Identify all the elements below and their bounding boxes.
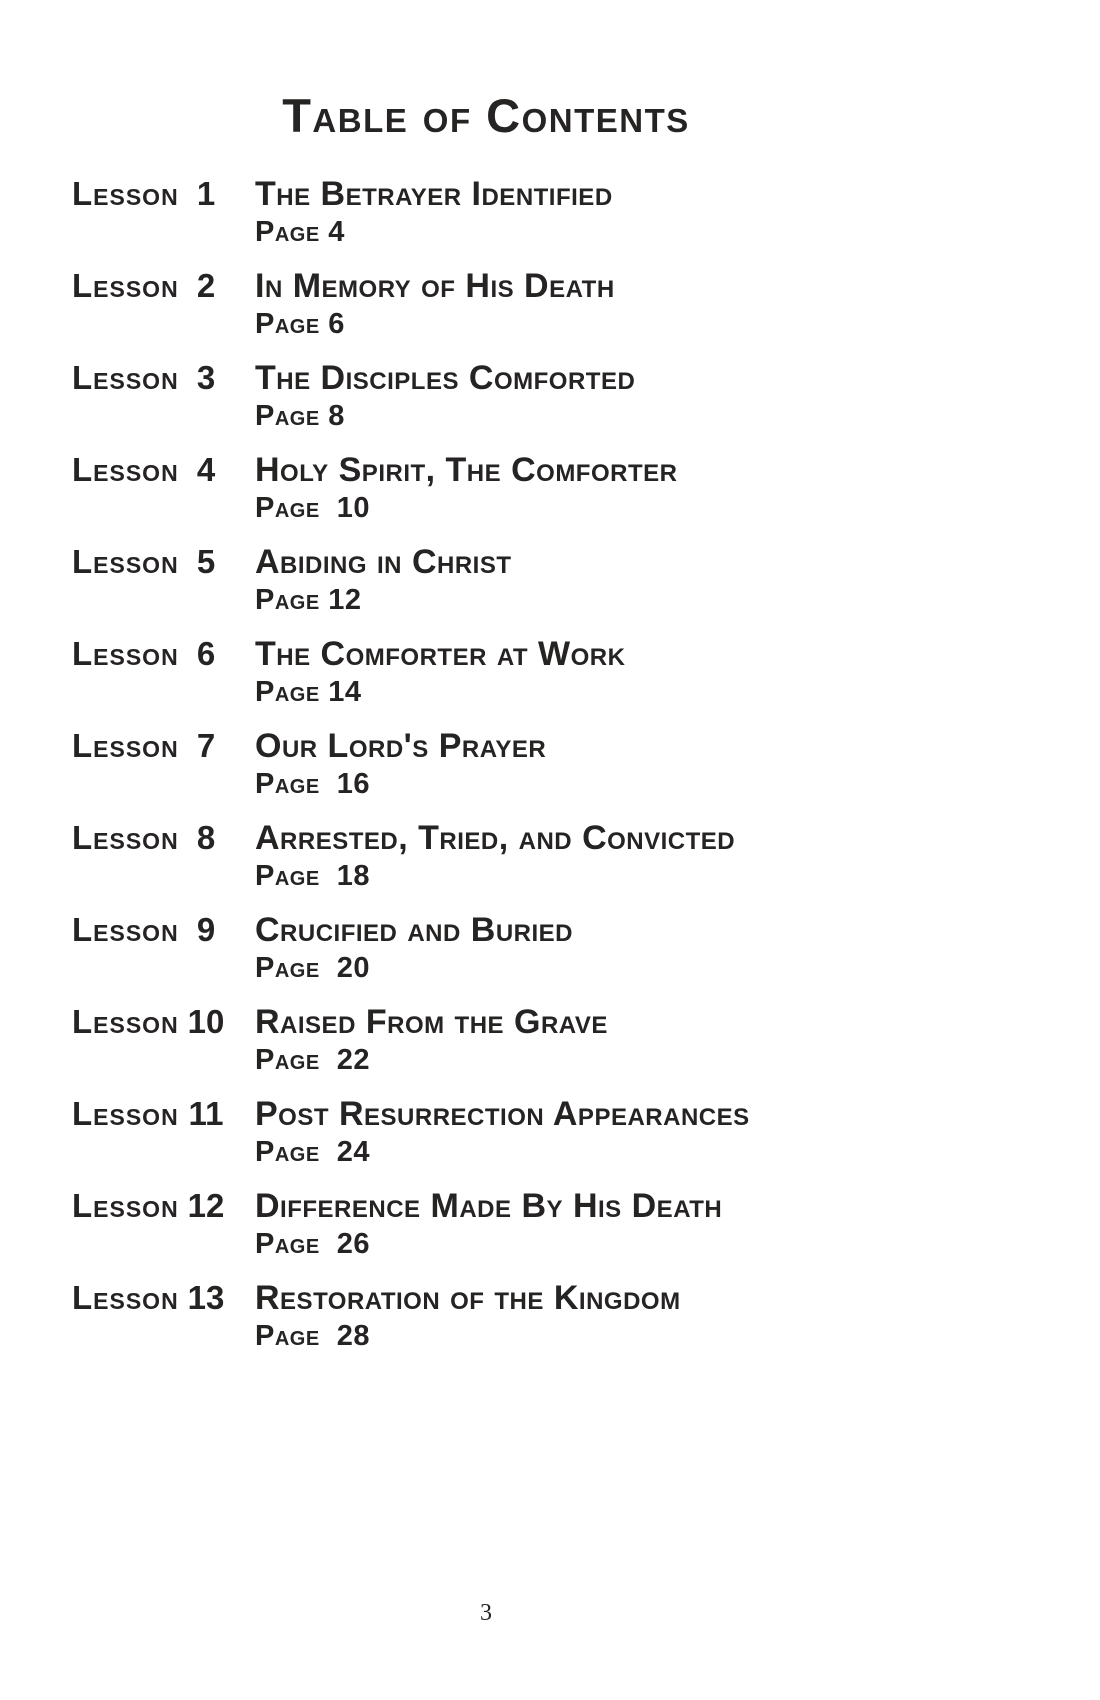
- lesson-page-reference: Page 22: [255, 1043, 371, 1076]
- lesson-page-reference: Page 10: [255, 491, 371, 524]
- lesson-number: 10: [187, 1002, 225, 1040]
- lesson-title: Post Resurrection Appearances: [255, 1094, 750, 1133]
- toc-content: [72, 0, 900, 1370]
- lesson-number: 13: [187, 1278, 225, 1316]
- lesson-label: Lesson: [72, 910, 179, 948]
- lesson-page-reference: Page 12: [255, 583, 362, 616]
- toc-entry: [72, 358, 900, 433]
- toc-list: [72, 174, 900, 1353]
- lesson-label: Lesson: [72, 266, 179, 304]
- lesson-title: In Memory of His Death: [255, 266, 615, 305]
- lesson-label: Lesson: [72, 726, 179, 764]
- lesson-title: Crucified and Buried: [255, 910, 573, 949]
- lesson-page-reference: Page 20: [255, 951, 371, 984]
- toc-entry: [72, 726, 900, 801]
- toc-entry: [72, 1094, 900, 1169]
- lesson-label: Lesson: [72, 174, 179, 212]
- lesson-title: Raised From the Grave: [255, 1002, 608, 1041]
- lesson-page-reference: Page 18: [255, 859, 371, 892]
- toc-entry: [72, 818, 900, 893]
- lesson-label: Lesson: [72, 1094, 179, 1132]
- lesson-title: Arrested, Tried, and Convicted: [255, 818, 736, 857]
- lesson-label: Lesson: [72, 358, 179, 396]
- lesson-title: The Betrayer Identified: [255, 174, 613, 213]
- lesson-page-reference: Page 16: [255, 767, 371, 800]
- toc-entry: [72, 910, 900, 985]
- toc-entry: [72, 266, 900, 341]
- page-title: Table of Contents: [282, 89, 690, 142]
- lesson-page-reference: Page 28: [255, 1319, 371, 1352]
- lesson-title: The Disciples Comforted: [255, 358, 636, 397]
- lesson-title: Restoration of the Kingdom: [255, 1278, 681, 1317]
- lesson-number: 8: [196, 818, 216, 856]
- toc-entry: [72, 1186, 900, 1261]
- lesson-number: 12: [187, 1186, 225, 1224]
- lesson-number: 4: [196, 450, 216, 488]
- lesson-title: Our Lord's Prayer: [255, 726, 547, 765]
- lesson-number: 1: [196, 174, 216, 212]
- lesson-label: Lesson: [72, 634, 179, 672]
- folio-page-number: 3: [480, 1600, 492, 1626]
- lesson-title: The Comforter at Work: [255, 634, 626, 673]
- lesson-title: Holy Spirit, The Comforter: [255, 450, 678, 489]
- toc-entry: [72, 450, 900, 525]
- lesson-title: Abiding in Christ: [255, 542, 512, 581]
- lesson-number: 11: [188, 1094, 224, 1132]
- lesson-number: 6: [196, 634, 216, 672]
- lesson-label: Lesson: [72, 542, 179, 580]
- lesson-number: 9: [196, 910, 216, 948]
- lesson-page-reference: Page 8: [255, 399, 345, 432]
- lesson-title: Difference Made By His Death: [255, 1186, 723, 1225]
- lesson-number: 3: [196, 358, 216, 396]
- toc-entry: [72, 1278, 900, 1353]
- lesson-label: Lesson: [72, 450, 179, 488]
- toc-entry: [72, 634, 900, 709]
- toc-entry: [72, 1002, 900, 1077]
- lesson-number: 7: [196, 726, 216, 764]
- lesson-page-reference: Page 6: [255, 307, 345, 340]
- lesson-number: 5: [196, 542, 216, 580]
- lesson-label: Lesson: [72, 1186, 179, 1224]
- lesson-number: 2: [196, 266, 216, 304]
- lesson-page-reference: Page 14: [255, 675, 362, 708]
- lesson-page-reference: Page 26: [255, 1227, 371, 1260]
- lesson-label: Lesson: [72, 1278, 179, 1316]
- lesson-page-reference: Page 4: [255, 215, 345, 248]
- toc-entry: [72, 174, 900, 249]
- toc-entry: [72, 542, 900, 617]
- lesson-label: Lesson: [72, 1002, 179, 1040]
- lesson-page-reference: Page 24: [255, 1135, 371, 1168]
- lesson-label: Lesson: [72, 818, 179, 856]
